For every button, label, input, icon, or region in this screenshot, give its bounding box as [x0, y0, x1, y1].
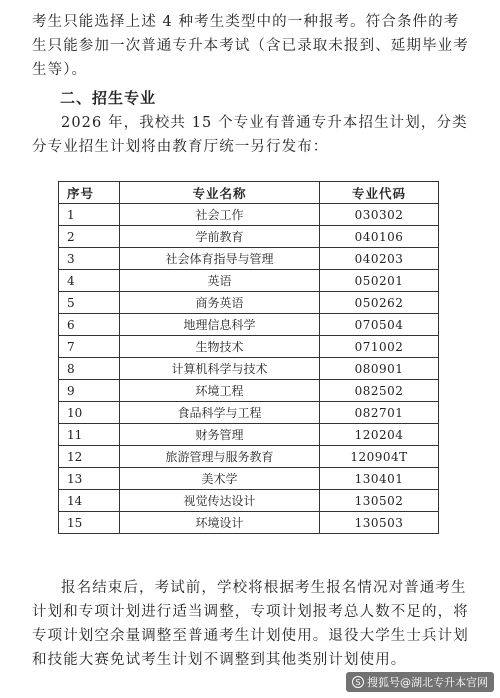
- watermark-text: 搜狐号@湖北专升本官网: [367, 676, 488, 689]
- table-row: [59, 248, 439, 270]
- row-major-name: 财务管理: [120, 424, 320, 446]
- row-major-name: 视觉传达设计: [120, 490, 320, 512]
- row-major-name: 环境设计: [120, 512, 320, 534]
- row-major-code: 130502: [320, 490, 439, 512]
- row-number: 11: [59, 424, 120, 446]
- row-major-code: 120204: [320, 424, 439, 446]
- row-major-code: 071002: [320, 336, 439, 358]
- row-number: 9: [59, 380, 120, 402]
- table-row: [59, 292, 439, 314]
- row-major-name: 学前教育: [120, 226, 320, 248]
- row-major-code: 050262: [320, 292, 439, 314]
- row-number: 3: [59, 248, 120, 270]
- row-major-name: 环境工程: [120, 380, 320, 402]
- row-number: 10: [59, 402, 120, 424]
- row-major-code: 040106: [320, 226, 439, 248]
- row-major-name: 计算机科学与技术: [120, 358, 320, 380]
- row-major-name: 食品科学与工程: [120, 402, 320, 424]
- row-major-code: 040203: [320, 248, 439, 270]
- row-major-name: 美术学: [120, 468, 320, 490]
- row-major-name: 地理信息科学: [120, 314, 320, 336]
- row-number: 5: [59, 292, 120, 314]
- table-row: [59, 270, 439, 292]
- table-row: [59, 402, 439, 424]
- row-number: 7: [59, 336, 120, 358]
- row-major-code: 050201: [320, 270, 439, 292]
- row-number: 2: [59, 226, 120, 248]
- sohu-logo-icon: S: [352, 676, 364, 688]
- row-major-code: 080901: [320, 358, 439, 380]
- row-number: 15: [59, 512, 120, 534]
- plan-paragraph: 2026 年，我校共 15 个专业有普通专升本招生计划，分类分专业招生计划将由教育厅统一另行发布：: [32, 115, 468, 155]
- table-row: [59, 314, 439, 336]
- row-number: 1: [59, 204, 120, 226]
- table-row: [59, 226, 439, 248]
- section-heading: 二、招生专业: [60, 89, 157, 107]
- table-row: [59, 446, 439, 468]
- row-number: 14: [59, 490, 120, 512]
- row-number: 13: [59, 468, 120, 490]
- watermark: [346, 672, 494, 692]
- table-row: [59, 512, 439, 534]
- closing-paragraph: 报名结束后，考试前，学校将根据考生报名情况对普通考生计划和专项计划进行适当调整，专项计划报考总人数不足的，将专项计划空余量调整至普通考生计划使用。退役大学生士兵计划和技能大赛免试考生计划不调整到其他类别计划使用。: [32, 580, 469, 668]
- major-table: [58, 181, 439, 534]
- row-major-code: 082502: [320, 380, 439, 402]
- header-number: 序号: [59, 182, 120, 204]
- intro-paragraph: 考生只能选择上述 4 种考生类型中的一种报考。符合条件的考生只能参加一次普通专升本考试（含已录取未报到、延期毕业考生等）。: [32, 14, 469, 78]
- row-major-code: 130503: [320, 512, 439, 534]
- table-row: [59, 468, 439, 490]
- row-major-name: 英语: [120, 270, 320, 292]
- table-row: [59, 490, 439, 512]
- row-major-name: 旅游管理与服务教育: [120, 446, 320, 468]
- table-row: [59, 380, 439, 402]
- row-major-code: 082701: [320, 402, 439, 424]
- table-row: [59, 424, 439, 446]
- table-body: [59, 204, 439, 534]
- row-major-code: 130401: [320, 468, 439, 490]
- table-row: [59, 204, 439, 226]
- row-number: 8: [59, 358, 120, 380]
- header-major-code: 专业代码: [320, 182, 439, 204]
- table-row: [59, 336, 439, 358]
- table-row: [59, 358, 439, 380]
- row-major-name: 商务英语: [120, 292, 320, 314]
- row-major-name: 生物技术: [120, 336, 320, 358]
- row-number: 6: [59, 314, 120, 336]
- row-major-code: 070504: [320, 314, 439, 336]
- row-major-code: 030302: [320, 204, 439, 226]
- row-major-name: 社会体育指导与管理: [120, 248, 320, 270]
- row-number: 12: [59, 446, 120, 468]
- table-header-row: [59, 182, 439, 204]
- header-major-name: 专业名称: [120, 182, 320, 204]
- row-major-code: 120904T: [320, 446, 439, 468]
- row-major-name: 社会工作: [120, 204, 320, 226]
- row-number: 4: [59, 270, 120, 292]
